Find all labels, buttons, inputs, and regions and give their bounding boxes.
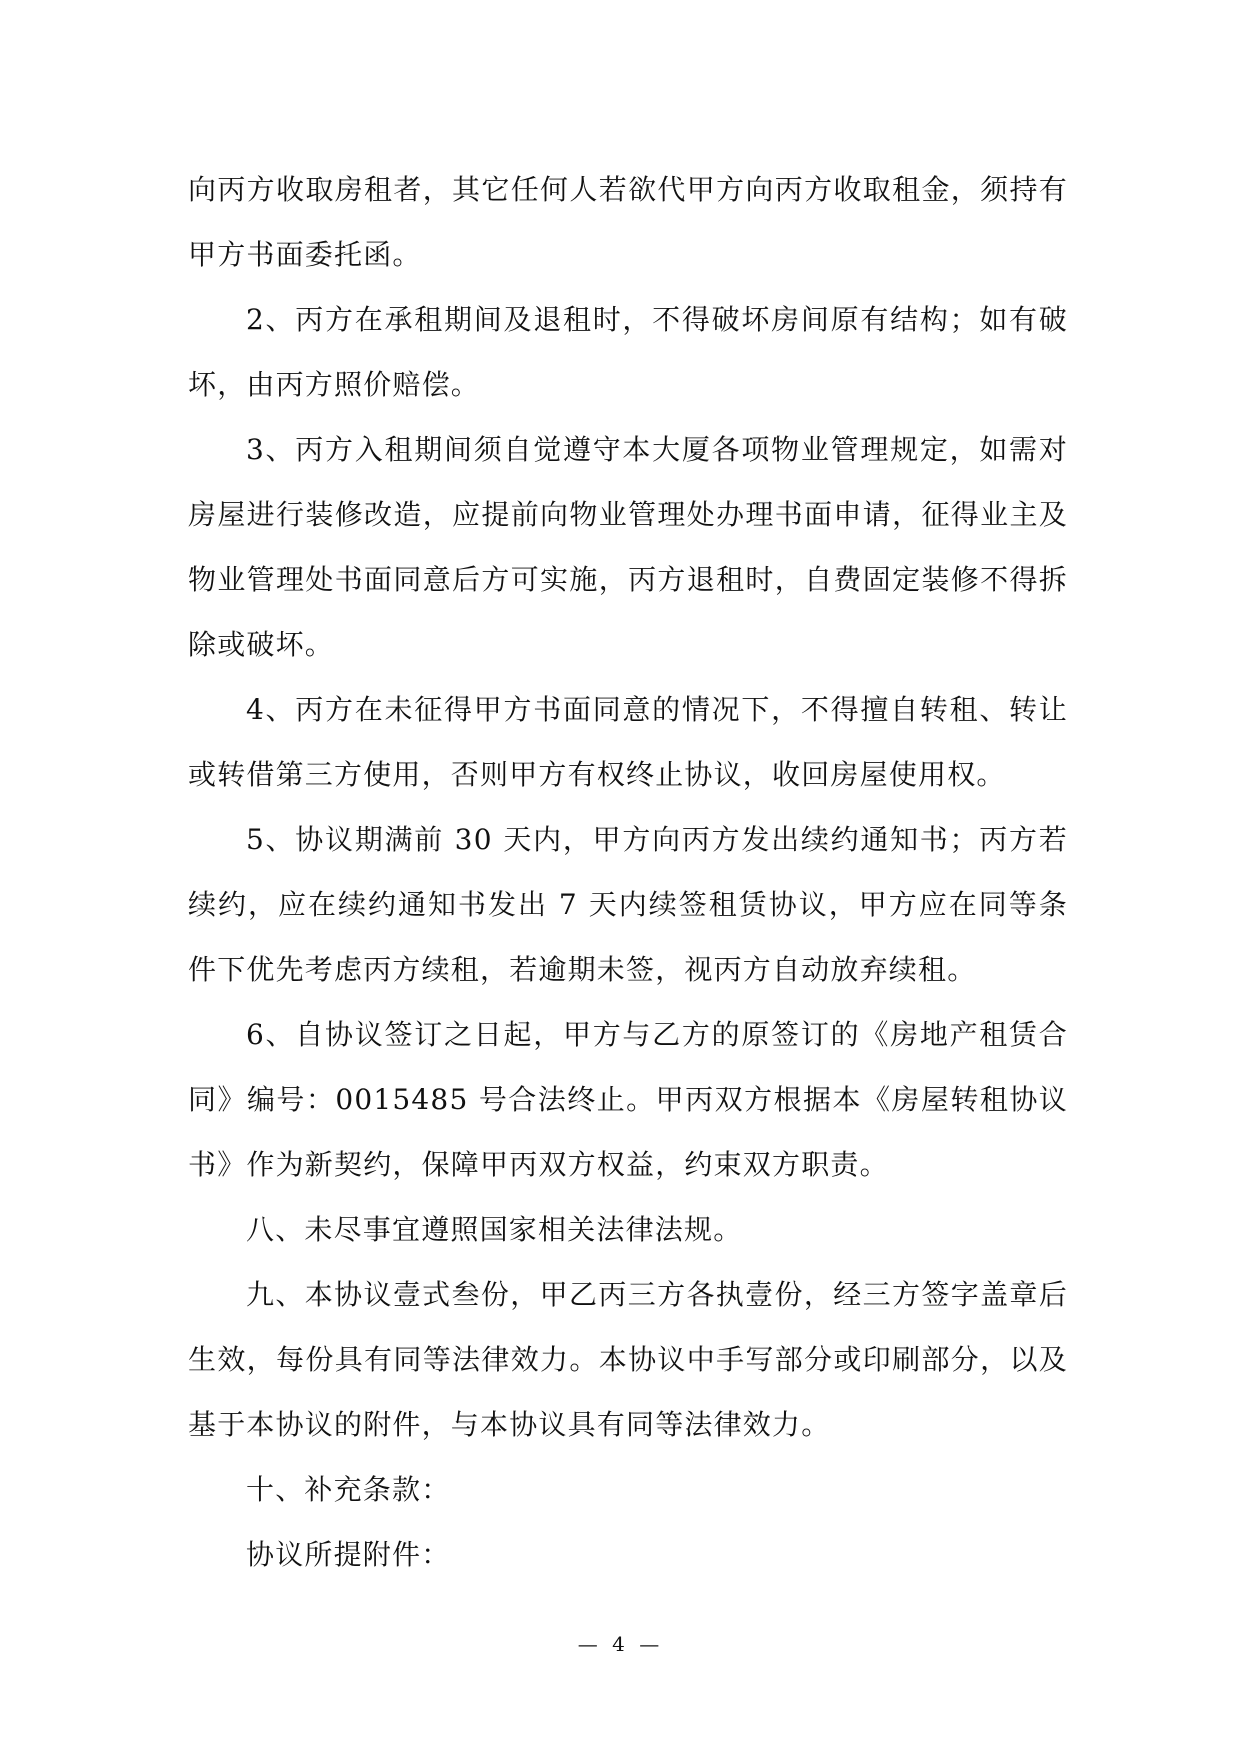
clause-3: 3、丙方入租期间须自觉遵守本大厦各项物业管理规定，如需对房屋进行装修改造，应提前向物业管理处办理书面申请，征得业主及物业管理处书面同意后方可实施，丙方退租时，自费固定装修不得拆除或破坏。 xyxy=(188,433,1068,661)
attachments-line: 协议所提附件： xyxy=(246,1538,451,1571)
clause-5: 5、协议期满前 30 天内，甲方向丙方发出续约通知书；丙方若续约，应在续约通知书发出 7 天内续签租赁协议，甲方应在同等条件下优先考虑丙方续租，若逾期未签，视丙方自动放弃续租。 xyxy=(188,823,1068,986)
clause-6: 6、自协议签订之日起，甲方与乙方的原签订的《房地产租赁合同》编号：0015485 号合法终止。甲丙双方根据本《房屋转租协议书》作为新契约，保障甲丙双方权益，约束双方职责。 xyxy=(188,1018,1068,1181)
page-number: — 4 — xyxy=(577,1632,664,1656)
clause-2: 2、丙方在承租期间及退租时，不得破坏房间原有结构；如有破坏，由丙方照价赔偿。 xyxy=(188,303,1068,401)
article-10: 十、补充条款： xyxy=(246,1473,451,1506)
article-8: 八、未尽事宜遵照国家相关法律法规。 xyxy=(246,1213,743,1246)
clause-4: 4、丙方在未征得甲方书面同意的情况下，不得擅自转租、转让或转借第三方使用，否则甲方有权终止协议，收回房屋使用权。 xyxy=(188,693,1068,791)
article-9: 九、本协议壹式叁份，甲乙丙三方各执壹份，经三方签字盖章后生效，每份具有同等法律效力。本协议中手写部分或印刷部分，以及基于本协议的附件，与本协议具有同等法律效力。 xyxy=(188,1278,1068,1441)
paragraph-continuation: 向丙方收取房租者，其它任何人若欲代甲方向丙方收取租金，须持有甲方书面委托函。 xyxy=(188,173,1068,271)
document-body xyxy=(188,157,1068,1587)
